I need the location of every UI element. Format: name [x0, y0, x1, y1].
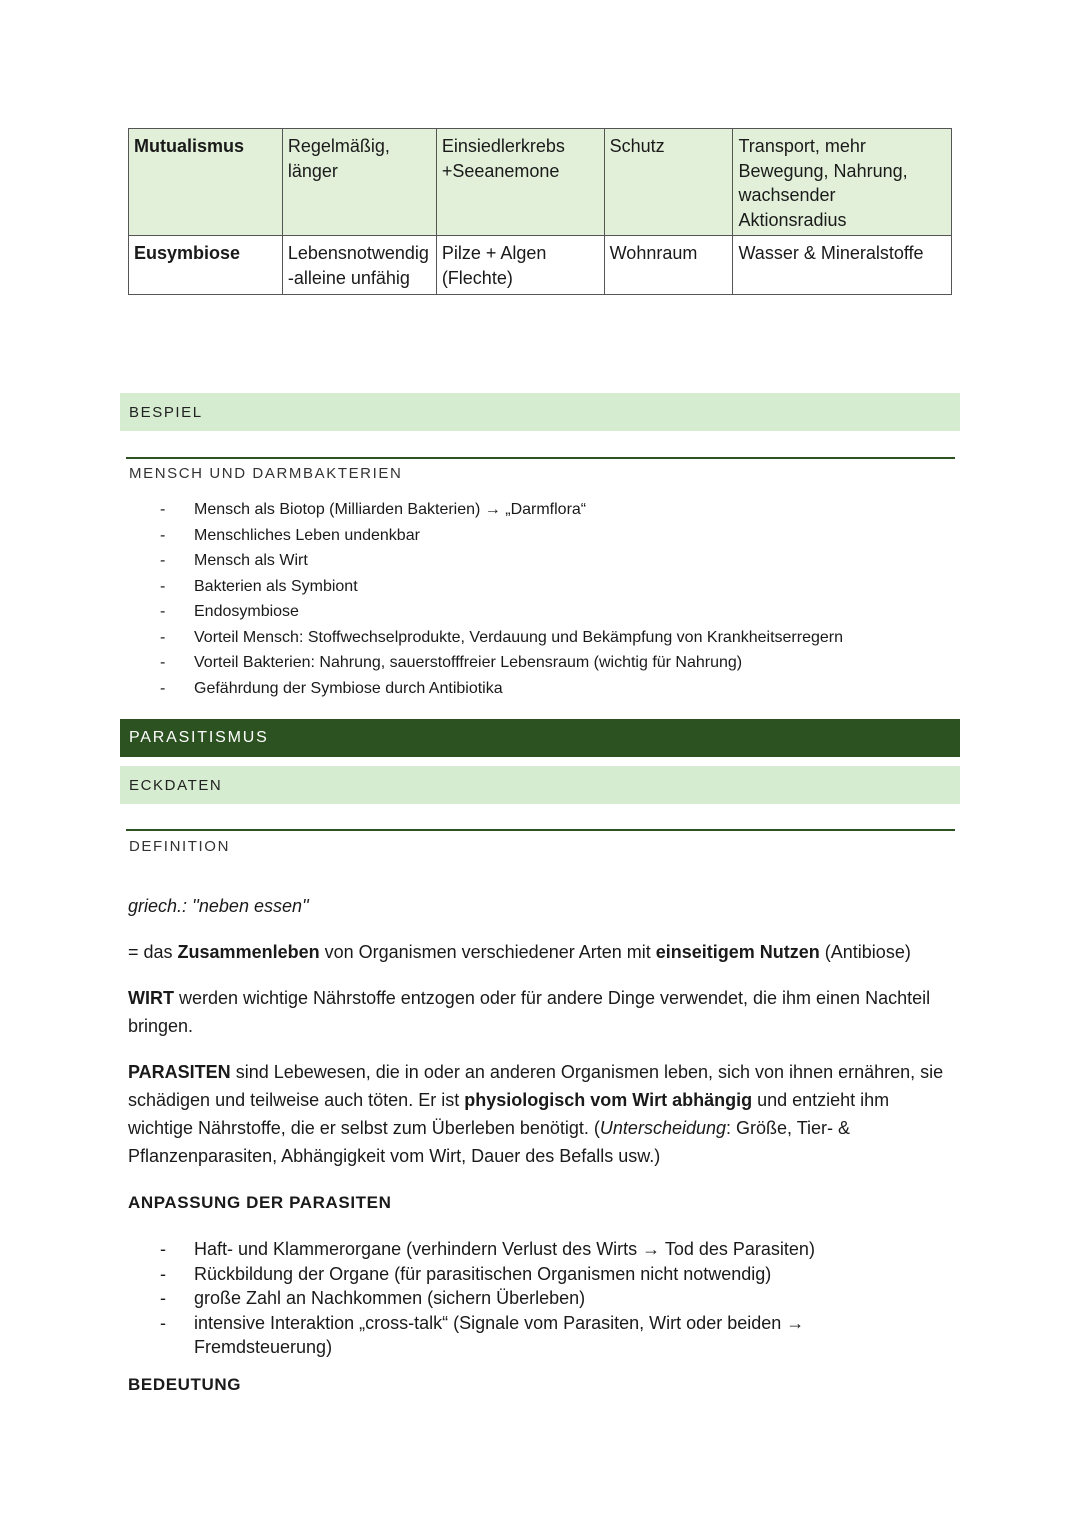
symbiosis-table [128, 128, 952, 295]
text-span: = das [128, 942, 178, 962]
table-row [129, 129, 952, 236]
table-cell-duration: Lebensnotwendig -alleine unfähig [282, 236, 436, 295]
anpassung-list [128, 1237, 888, 1360]
table-cell-benefit: Transport, mehr Bewegung, Nahrung, wachsender Aktionsradius [733, 129, 952, 236]
section-band-bespiel: BESPIEL [120, 393, 960, 431]
list-item: - Rückbildung der Organe (für parasitischen Organismen nicht notwendig) [128, 1262, 888, 1287]
divider [126, 457, 955, 459]
list-item: - Menschliches Leben undenkbar [128, 523, 843, 549]
table-cell-benefit: Wasser & Mineralstoffe [733, 236, 952, 295]
bold-term: Zusammenleben [177, 942, 320, 962]
table-cell-name: Mutualismus [129, 129, 283, 236]
list-item: - Vorteil Mensch: Stoffwechselprodukte, Verdauung und Bekämpfung von Krankheitserregern [128, 625, 843, 651]
list-item: - Mensch als Wirt [128, 548, 843, 574]
text-span: sind Lebewesen, die in oder an anderen Organismen leben, sich von ihnen ernähren, sie schädigen und teilweise auch töten. Er ist [128, 1062, 944, 1110]
table-cell-benefit: Wohnraum [604, 236, 733, 295]
text-span: von Organismen verschiedener Arten mit [319, 942, 656, 962]
bold-term: physiologisch vom Wirt abhängig [464, 1090, 753, 1110]
section-band-eckdaten: ECKDATEN [120, 766, 960, 804]
wirt-paragraph [128, 984, 953, 1040]
heading-bedeutung: BEDEUTUNG [128, 1375, 242, 1394]
bold-term: WIRT [128, 988, 174, 1008]
text-span: werden wichtige Nährstoffe entzogen oder für andere Dinge verwendet, die ihm einen Nachteil bringen. [128, 988, 931, 1036]
heading-anpassung: ANPASSUNG DER PARASITEN [128, 1193, 392, 1212]
section-band-parasitismus: PARASITISMUS [120, 719, 960, 757]
bold-term: einseitigem Nutzen [655, 942, 820, 962]
table-row [129, 236, 952, 295]
bold-term: PARASITEN [128, 1062, 231, 1082]
text-span: (Antibiose) [819, 942, 911, 962]
list-item: - Gefährdung der Symbiose durch Antibiotika [128, 676, 843, 702]
table-cell-example: Einsiedlerkrebs +Seeanemone [436, 129, 604, 236]
text-span: : Größe, Tier- & Pflanzenparasiten, Abhängigkeit vom Wirt, Dauer des Befalls usw.) [128, 1118, 851, 1166]
greek-meaning: griech.: ''neben essen'' [128, 896, 309, 916]
bespiel-list [128, 497, 843, 701]
list-item: - intensive Interaktion „cross-talk“ (Signale vom Parasiten, Wirt oder beiden → Fremdsteuerung) [128, 1311, 888, 1360]
table-cell-example: Pilze + Algen (Flechte) [436, 236, 604, 295]
italic-term: Unterscheidung [599, 1118, 727, 1138]
subheading-mensch-darmbakterien: MENSCH UND DARMBAKTERIEN [129, 465, 403, 482]
table-cell-duration: Regelmäßig, länger [282, 129, 436, 236]
list-item: - Bakterien als Symbiont [128, 574, 843, 600]
table-cell-benefit: Schutz [604, 129, 733, 236]
list-item: - Endosymbiose [128, 599, 843, 625]
parasiten-paragraph [128, 1058, 953, 1170]
list-item: - Vorteil Bakterien: Nahrung, sauerstofffreier Lebensraum (wichtig für Nahrung) [128, 650, 843, 676]
list-item: - Mensch als Biotop (Milliarden Bakterien) → „Darmflora“ [128, 497, 843, 523]
divider [126, 829, 955, 831]
subheading-definition: DEFINITION [129, 838, 230, 855]
table-cell-name: Eusymbiose [129, 236, 283, 295]
list-item: - Haft- und Klammerorgane (verhindern Verlust des Wirts → Tod des Parasiten) [128, 1237, 888, 1262]
definition-text [128, 938, 958, 966]
list-item: - große Zahl an Nachkommen (sichern Überleben) [128, 1286, 888, 1311]
text-span: und entzieht ihm wichtige Nährstoffe, die er selbst zum Überleben benötigt. ( [128, 1090, 890, 1138]
